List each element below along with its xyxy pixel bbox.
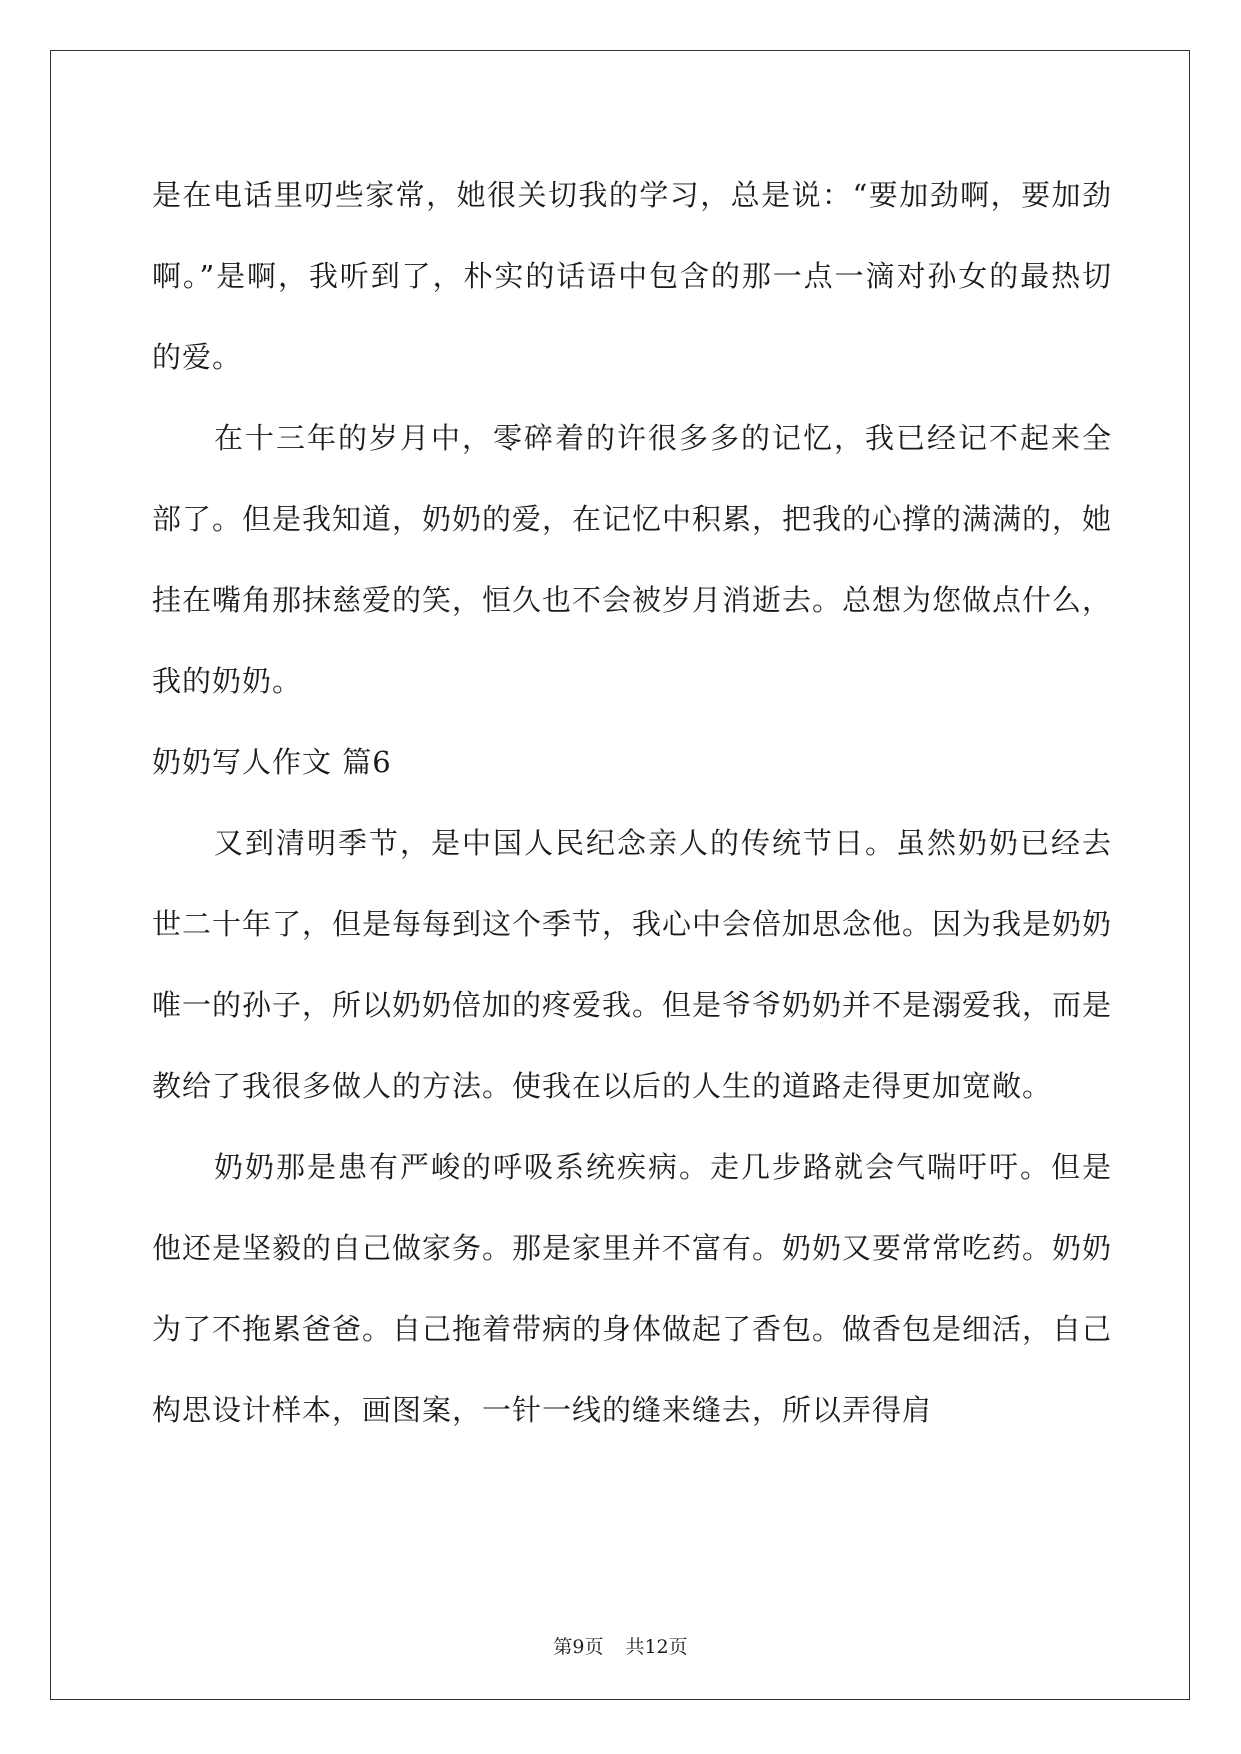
paragraph-continued: 是在电话里叨些家常，她很关切我的学习，总是说：“要加劲啊，要加劲啊。”是啊，我听到了，朴实的话语中包含的那一点一滴对孙女的最热切的爱。 bbox=[152, 178, 1112, 374]
paragraph: 奶奶那是患有严峻的呼吸系统疾病。走几步路就会气喘吁吁。但是他还是坚毅的自己做家务。那是家里并不富有。奶奶又要常常吃药。奶奶为了不拖累爸爸。自己拖着带病的身体做起了香包。做香包是细活，自己构思设计样本，画图案，一针一线的缝来缝去，所以弄得肩 bbox=[152, 1150, 1113, 1427]
page-total: 共12页 bbox=[625, 1636, 688, 1658]
page-number: 第9页 bbox=[553, 1636, 604, 1658]
section-heading: 奶奶写人作文 篇6 bbox=[152, 745, 392, 779]
page-footer bbox=[0, 1632, 1241, 1659]
paragraph: 又到清明季节，是中国人民纪念亲人的传统节日。虽然奶奶已经去世二十年了，但是每每到这个季节，我心中会倍加思念他。因为我是奶奶唯一的孙子，所以奶奶倍加的疼爱我。但是爷爷奶奶并不是溺爱我，而是教给了我很多做人的方法。使我在以后的人生的道路走得更加宽敞。 bbox=[152, 826, 1113, 1103]
document-body bbox=[152, 155, 1112, 1451]
paragraph: 在十三年的岁月中，零碎着的许很多多的记忆，我已经记不起来全部了。但是我知道，奶奶的爱，在记忆中积累，把我的心撑的满满的，她挂在嘴角那抹慈爱的笑，恒久也不会被岁月消逝去。总想为您做点什么，我的奶奶。 bbox=[152, 421, 1113, 698]
